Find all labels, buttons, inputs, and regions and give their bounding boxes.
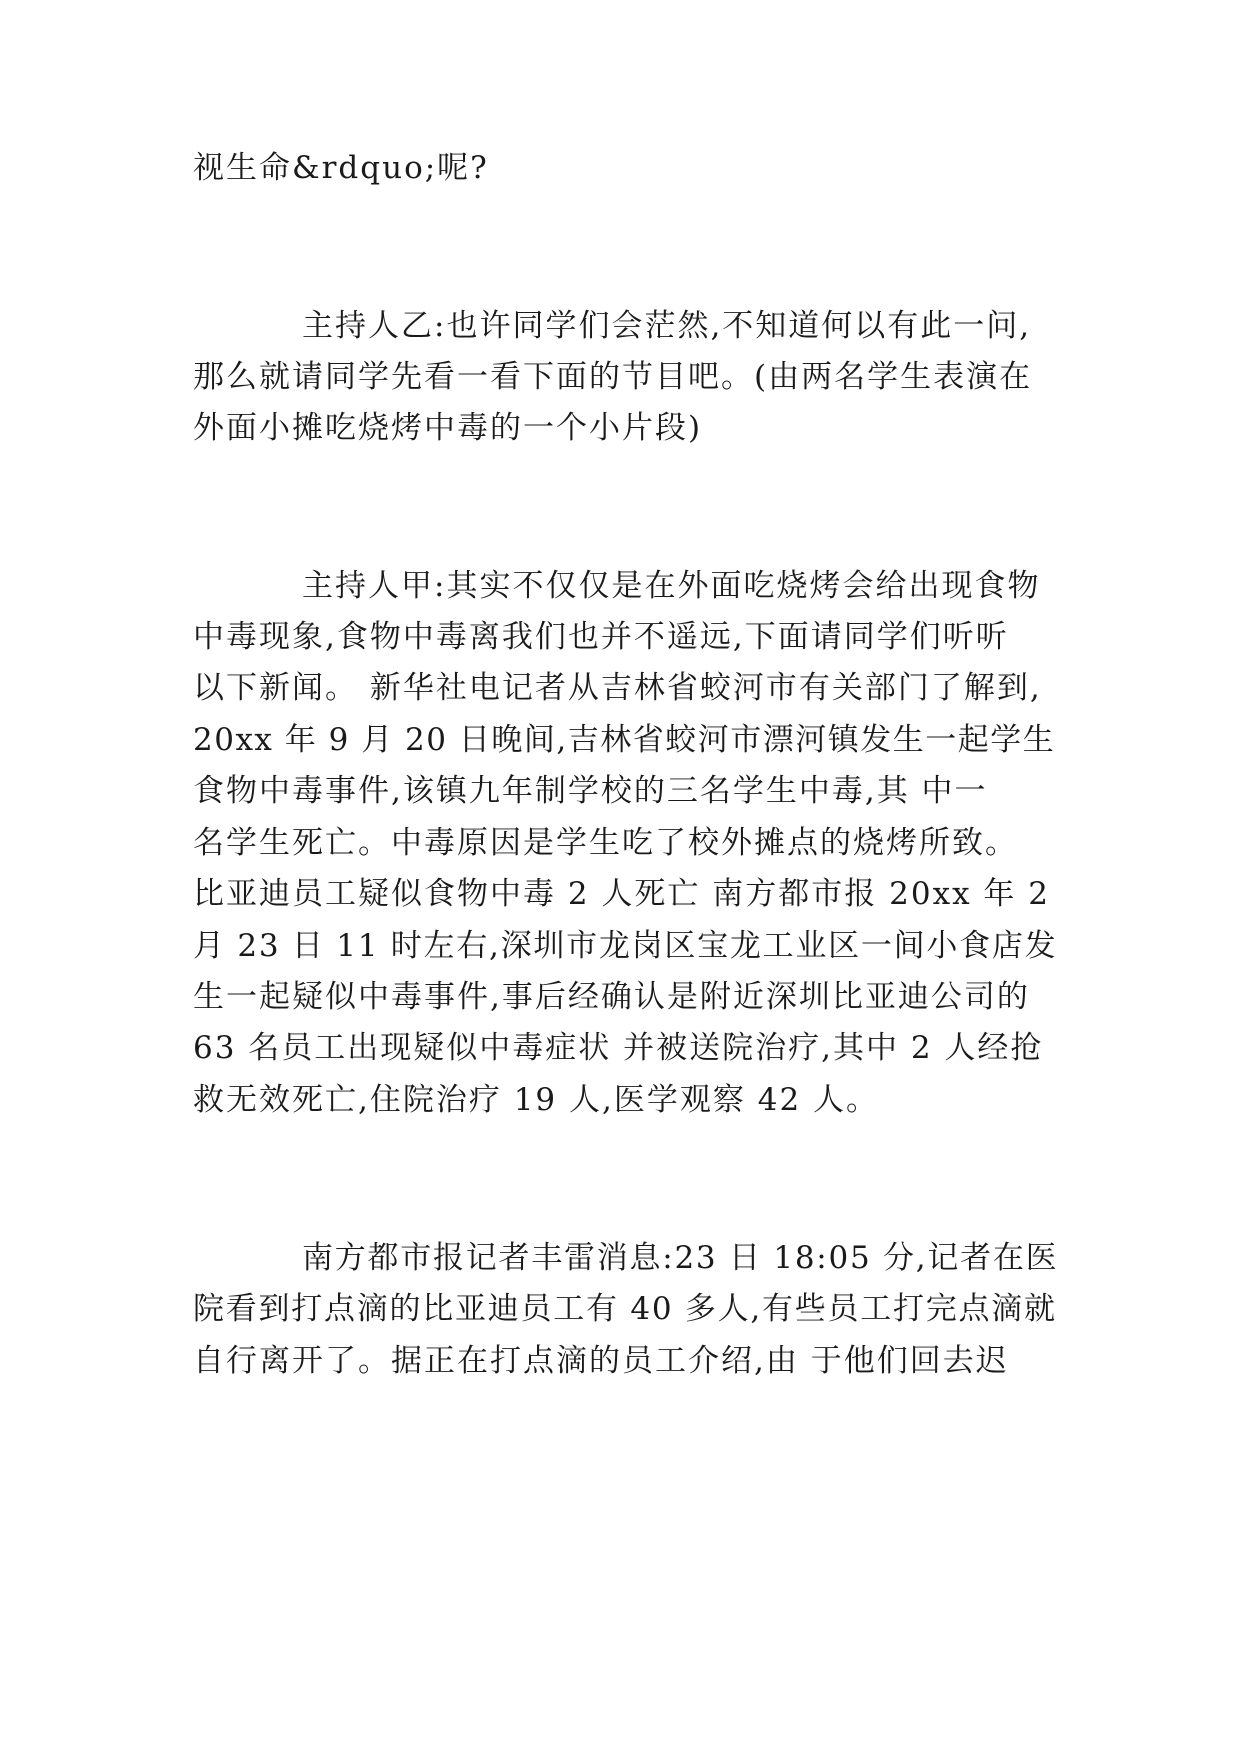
text-line: 南方都市报记者丰雷消息:23 日 18:05 分,记者在医 [302, 1240, 1059, 1276]
text-line: 那么就请同学先看一看下面的节目吧。(由两名学生表演在 [193, 359, 1033, 395]
text-line: 中毒现象,食物中毒离我们也并不遥远,下面请同学们听听 [193, 619, 1009, 655]
text-line: 63 名员工出现疑似中毒症状 并被送院治疗,其中 2 人经抢 [193, 1030, 1044, 1066]
text-line: 名学生死亡。中毒原因是学生吃了校外摊点的烧烤所致。 [193, 825, 1018, 861]
text-line: 视生命&rdquo;呢? [193, 150, 489, 186]
text-line: 以下新闻。 新华社电记者从吉林省蛟河市有关部门了解到, [193, 670, 1042, 706]
text-line: 主持人乙:也许同学们会茫然,不知道何以有此一问, [302, 308, 1032, 344]
text-line: 生一起疑似中毒事件,事后经确认是附近深圳比亚迪公司的 [193, 979, 1030, 1015]
text-line: 主持人甲:其实不仅仅是在外面吃烧烤会给出现食物 [302, 568, 1041, 604]
text-line: 食物中毒事件,该镇九年制学校的三名学生中毒,其 中一 [193, 773, 988, 809]
text-line: 外面小摊吃烧烤中毒的一个小片段) [193, 410, 703, 446]
text-line: 自行离开了。据正在打点滴的员工介绍,由 于他们回去迟 [193, 1343, 1009, 1379]
text-line: 月 23 日 11 时左右,深圳市龙岗区宝龙工业区一间小食店发 [193, 928, 1058, 964]
text-line: 20xx 年 9 月 20 日晚间,吉林省蛟河市漂河镇发生一起学生 [193, 722, 1056, 758]
text-line: 比亚迪员工疑似食物中毒 2 人死亡 南方都市报 20xx 年 2 [193, 876, 1050, 912]
text-line: 院看到打点滴的比亚迪员工有 40 多人,有些员工打完点滴就 [193, 1291, 1057, 1327]
text-line: 救无效死亡,住院治疗 19 人,医学观察 42 人。 [193, 1082, 880, 1118]
